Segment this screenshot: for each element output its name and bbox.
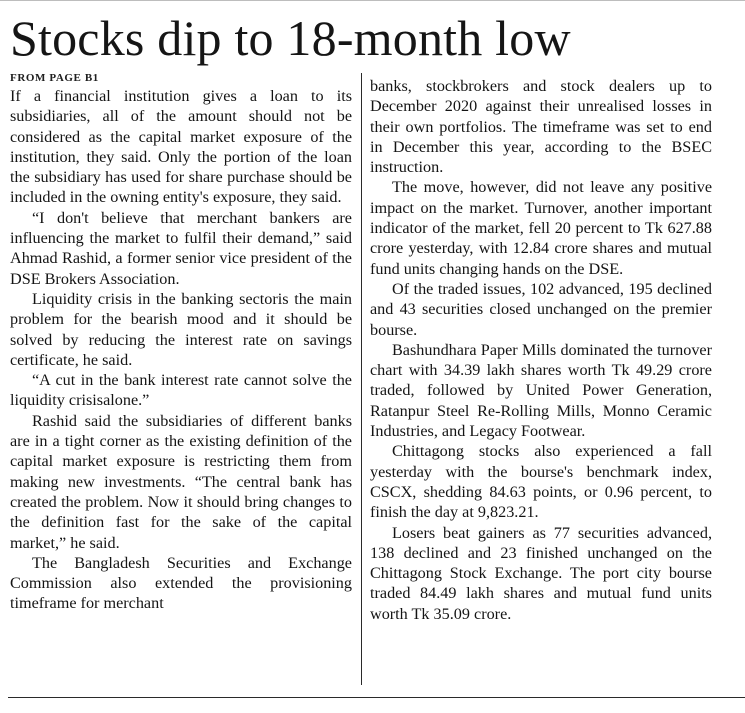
paragraph: Liquidity crisis in the banking sectoris the main problem for the bearish mood and it should be solved by reducing the interest rate on savings certificate, he said. bbox=[10, 289, 352, 369]
headline: Stocks dip to 18-month low bbox=[10, 10, 571, 66]
continued-from-label: FROM PAGE B1 bbox=[10, 72, 99, 84]
paragraph: Of the traded issues, 102 advanced, 195 declined and 43 securities closed unchanged on the premier bourse. bbox=[370, 279, 712, 339]
paragraph: “I don't believe that merchant bankers are influencing the market to fulfil their demand,” said Ahmad Rashid, a former senior vice president of the DSE Brokers Association. bbox=[10, 208, 352, 288]
paragraph: banks, stockbrokers and stock dealers up to December 2020 against their unrealised losses in their own portfolios. The timeframe was set to end in December this year, according to the BSEC instruction. bbox=[370, 77, 712, 177]
paragraph: Bashundhara Paper Mills dominated the turnover chart with 34.39 lakh shares worth Tk 49.29 crore traded, followed by United Power Generation, Ratanpur Steel Re-Rolling Mills, Monno Ceramic Industries, and Legacy Footwear. bbox=[370, 340, 712, 441]
paragraph: If a financial institution gives a loan to its subsidiaries, all of the amount should not be considered as the capital market exposure of the institution, they said. Only the portion of the loan the subsidiary has used for share purchase should be included in the owning entity's exposure, they said. bbox=[10, 87, 352, 207]
paragraph: Rashid said the subsidiaries of different banks are in a tight corner as the existing definition of the capital market exposure is restricting them from making new investments. “The central bank has created the problem. Now it should bring changes to the definition fast for the sake of the capital market,” he said. bbox=[10, 411, 352, 552]
paragraph: Losers beat gainers as 77 securities advanced, 138 declined and 23 finished unchanged on the Chittagong Stock Exchange. The port city bourse traded 84.49 lakh shares and mutual fund units worth Tk 35.09 crore. bbox=[370, 523, 712, 623]
right-column bbox=[370, 76, 712, 624]
bottom-rule bbox=[8, 697, 745, 698]
left-column bbox=[10, 71, 352, 614]
paragraph: The move, however, did not leave any positive impact on the market. Turnover, another important indicator of the market, fell 20 percent to Tk 627.88 crore yesterday, with 12.84 crore shares and mutual fund units changing hands on the DSE. bbox=[370, 178, 712, 278]
top-rule bbox=[0, 0, 745, 1]
paragraph: The Bangladesh Securities and Exchange Commission also extended the provisioning timeframe for merchant bbox=[10, 553, 352, 613]
paragraph: Chittagong stocks also experienced a fall yesterday with the bourse's benchmark index, CSCX, shedding 84.63 points, or 0.96 percent, to finish the day at 9,823.21. bbox=[370, 442, 712, 522]
paragraph: “A cut in the bank interest rate cannot solve the liquidity crisisalone.” bbox=[10, 371, 352, 410]
column-divider bbox=[361, 73, 362, 685]
